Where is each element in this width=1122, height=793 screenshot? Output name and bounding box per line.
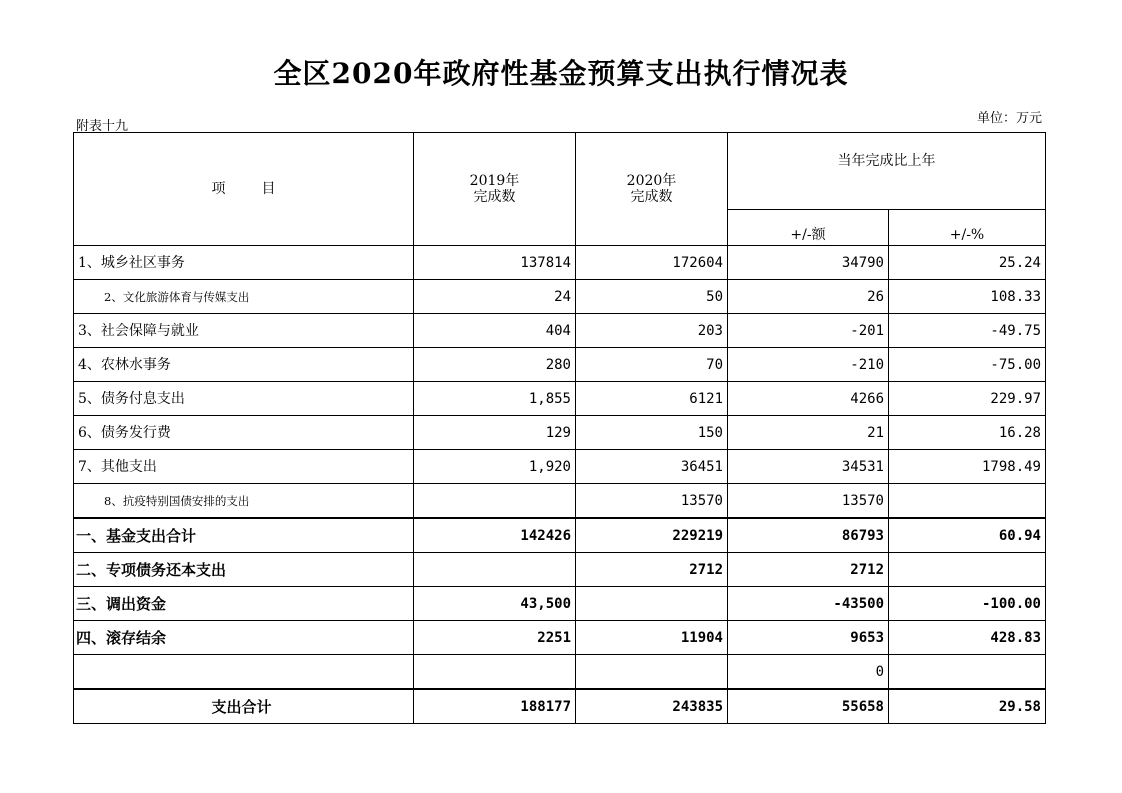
header-2019-year: 2019年 [469,173,520,189]
row-2019-value: 2251 [414,621,576,655]
row-2020-value: 50 [576,280,728,314]
row-2020-value: 13570 [576,484,728,519]
row-diff-amount: 13570 [728,484,889,519]
row-diff-pct: 1798.49 [889,450,1046,484]
table-row [74,450,1046,484]
page-title: 全区2020年政府性基金预算支出执行情况表 [273,57,849,90]
row-2020-value [576,587,728,621]
header-2019 [414,133,576,246]
header-item-char-a: 项 [211,181,226,197]
row-2019-value: 43,500 [414,587,576,621]
header-2020-sub: 完成数 [630,189,673,205]
row-2019-value: 129 [414,416,576,450]
table-row [74,314,1046,348]
row-diff-pct: 16.28 [889,416,1046,450]
row-2019-value: 137814 [414,246,576,280]
row-diff-pct [889,484,1046,519]
row-name: 3、社会保障与就业 [74,314,414,348]
row-diff-amount: 9653 [728,621,889,655]
row-diff-pct: -75.00 [889,348,1046,382]
row-diff-pct: 428.83 [889,621,1046,655]
row-2020-value: 150 [576,416,728,450]
row-diff-amount: 55658 [728,689,889,724]
row-diff-pct: 29.58 [889,689,1046,724]
row-diff-pct [889,553,1046,587]
row-diff-pct: 229.97 [889,382,1046,416]
header-item [74,133,414,246]
row-2020-value: 2712 [576,553,728,587]
row-diff-amount: -210 [728,348,889,382]
header-item-char-b: 目 [261,181,276,197]
row-diff-amount: -201 [728,314,889,348]
row-diff-amount: -43500 [728,587,889,621]
row-2019-value: 24 [414,280,576,314]
row-name: 一、基金支出合计 [74,518,414,553]
row-2020-value: 172604 [576,246,728,280]
header-compare: 当年完成比上年 [728,133,1046,210]
table-row [74,587,1046,621]
table-row [74,484,1046,519]
row-name [74,655,414,690]
header-diff-amount: +/-额 [728,210,889,246]
header-diff-pct: +/-% [889,210,1046,246]
row-2019-value: 280 [414,348,576,382]
row-diff-amount: 0 [728,655,889,690]
table-row [74,553,1046,587]
row-2020-value: 203 [576,314,728,348]
row-name: 4、农林水事务 [74,348,414,382]
row-2020-value [576,655,728,690]
header-2019-sub: 完成数 [473,189,516,205]
table-row [74,655,1046,690]
table-row [74,416,1046,450]
row-2019-value: 1,920 [414,450,576,484]
row-name: 1、城乡社区事务 [74,246,414,280]
table-row [74,246,1046,280]
row-name: 7、其他支出 [74,450,414,484]
table-row [74,382,1046,416]
row-diff-amount: 86793 [728,518,889,553]
table-body [74,246,1046,724]
row-name: 二、专项债务还本支出 [74,553,414,587]
table-row [74,689,1046,724]
row-2020-value: 243835 [576,689,728,724]
row-2020-value: 229219 [576,518,728,553]
row-name: 三、调出资金 [74,587,414,621]
header-2020-year: 2020年 [626,173,677,189]
row-diff-pct [889,655,1046,690]
row-diff-amount: 34531 [728,450,889,484]
row-name: 5、债务付息支出 [74,382,414,416]
attachment-label: 附表十九 [76,119,129,134]
row-2020-value: 11904 [576,621,728,655]
row-2019-value: 142426 [414,518,576,553]
table-row [74,621,1046,655]
row-2019-value: 1,855 [414,382,576,416]
row-diff-amount: 26 [728,280,889,314]
row-name: 2、文化旅游体育与传媒支出 [74,280,414,314]
row-name: 四、滚存结余 [74,621,414,655]
row-diff-pct: 108.33 [889,280,1046,314]
row-diff-pct: 25.24 [889,246,1046,280]
row-diff-amount: 2712 [728,553,889,587]
row-2020-value: 6121 [576,382,728,416]
row-diff-amount: 4266 [728,382,889,416]
table-row [74,280,1046,314]
header-2020 [576,133,728,246]
row-2019-value: 188177 [414,689,576,724]
row-2019-value: 404 [414,314,576,348]
row-name: 6、债务发行费 [74,416,414,450]
row-diff-amount: 34790 [728,246,889,280]
row-diff-amount: 21 [728,416,889,450]
row-2019-value [414,655,576,690]
row-diff-pct: -100.00 [889,587,1046,621]
unit-label: 单位：万元 [976,111,1042,126]
row-2020-value: 70 [576,348,728,382]
row-diff-pct: -49.75 [889,314,1046,348]
table-row [74,518,1046,553]
table-row [74,348,1046,382]
row-2019-value [414,553,576,587]
row-2019-value [414,484,576,519]
budget-table [73,132,1046,724]
row-2020-value: 36451 [576,450,728,484]
row-diff-pct: 60.94 [889,518,1046,553]
row-name: 8、抗疫特别国债安排的支出 [74,484,414,519]
row-name: 支出合计 [74,689,414,724]
